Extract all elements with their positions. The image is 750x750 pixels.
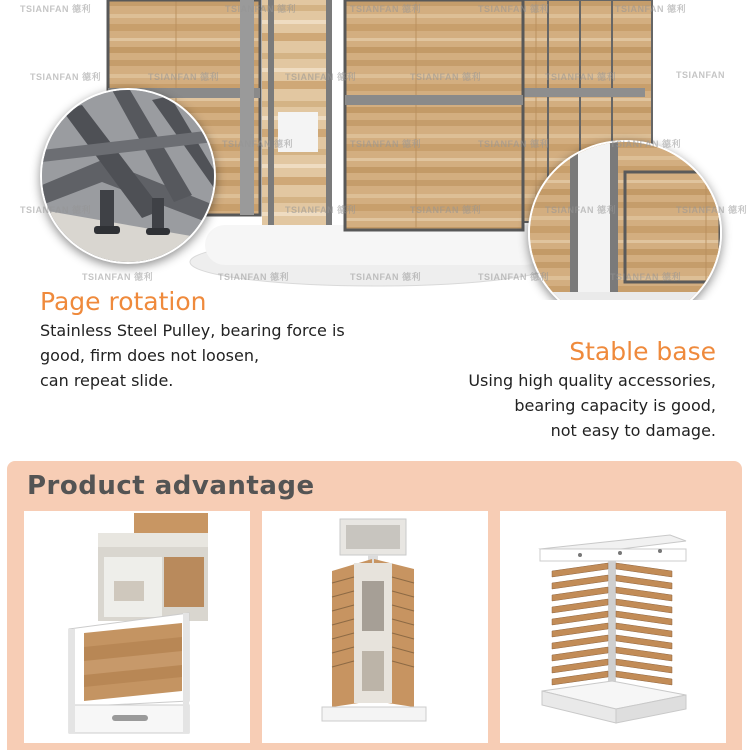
hero-product-image <box>0 0 750 300</box>
feature-line: Using high quality accessories, <box>468 371 716 390</box>
watermark: TSIANFAN 德利 <box>478 272 550 282</box>
product-card[interactable] <box>500 511 726 743</box>
watermark: TSIANFAN 德利 <box>615 4 687 14</box>
watermark: TSIANFAN 德利 <box>676 205 748 215</box>
watermark: TSIANFAN 德利 <box>285 205 357 215</box>
watermark: TSIANFAN 德利 <box>610 272 682 282</box>
product-advantage-section <box>7 461 742 750</box>
watermark: TSIANFAN 德利 <box>20 205 92 215</box>
feature-description-stable-base <box>468 368 716 443</box>
watermark: TSIANFAN 德利 <box>478 139 550 149</box>
watermark: TSIANFAN 德利 <box>610 139 682 149</box>
watermark: TSIANFAN 德利 <box>20 4 92 14</box>
feature-title-page-rotation: Page rotation <box>40 287 207 316</box>
double-sided-tile-display-stand-image <box>500 511 726 743</box>
watermark: TSIANFAN <box>676 70 725 80</box>
section-title: Product advantage <box>27 471 315 501</box>
steel-frame-icon <box>42 90 214 262</box>
floor-tile-display-cabinet-image <box>24 511 250 743</box>
watermark: TSIANFAN 德利 <box>30 72 102 82</box>
feature-description-page-rotation <box>40 318 345 393</box>
feature-line: bearing capacity is good, <box>514 396 716 415</box>
feature-line: can repeat slide. <box>40 371 174 390</box>
feature-title-stable-base: Stable base <box>569 337 716 366</box>
product-card[interactable] <box>262 511 488 743</box>
watermark: TSIANFAN 德利 <box>350 4 422 14</box>
watermark: TSIANFAN 德利 <box>285 72 357 82</box>
watermark: TSIANFAN 德利 <box>82 272 154 282</box>
watermark: TSIANFAN 德利 <box>350 139 422 149</box>
feature-line: Stainless Steel Pulley, bearing force is <box>40 321 345 340</box>
watermark: TSIANFAN 德利 <box>222 139 294 149</box>
watermark: TSIANFAN 德利 <box>410 205 482 215</box>
watermark: TSIANFAN 德利 <box>350 272 422 282</box>
watermark: TSIANFAN 德利 <box>545 72 617 82</box>
watermark: TSIANFAN 德利 <box>218 272 290 282</box>
feature-line: good, firm does not loosen, <box>40 346 260 365</box>
feature-line: not easy to damage. <box>550 421 716 440</box>
watermark: TSIANFAN 德利 <box>478 4 550 14</box>
watermark: TSIANFAN 德利 <box>545 205 617 215</box>
watermark: TSIANFAN 德利 <box>410 72 482 82</box>
watermark: TSIANFAN 德利 <box>225 4 297 14</box>
pulley-detail-image <box>40 88 216 264</box>
watermark: TSIANFAN 德利 <box>148 72 220 82</box>
tile-page-turning-display-rack-image <box>262 511 488 743</box>
product-card[interactable] <box>24 511 250 743</box>
